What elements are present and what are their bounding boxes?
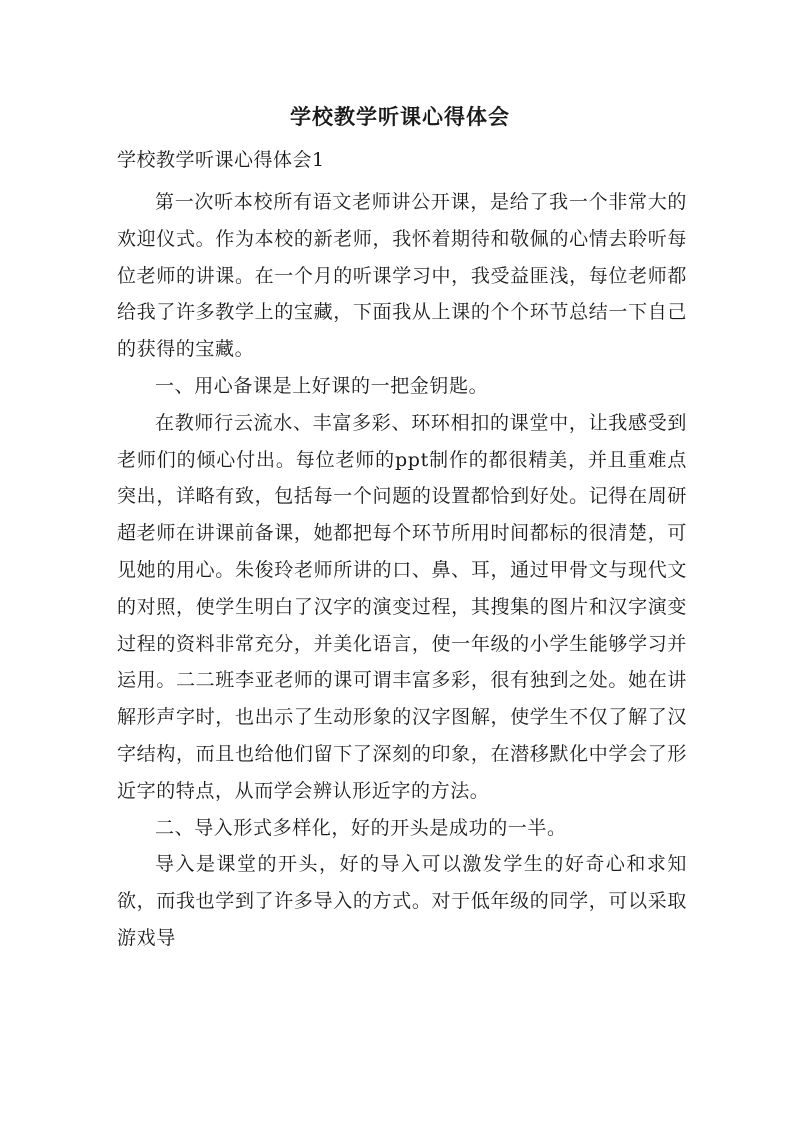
paragraph: 导入是课堂的开头，好的导入可以激发学生的好奇心和求知欲，而我也学到了许多导入的方式。对于低年级的同学，可以采取游戏导 [117, 853, 687, 949]
document-body [117, 184, 687, 957]
paragraph: 第一次听本校所有语文老师讲公开课，是给了我一个非常大的欢迎仪式。作为本校的新老师，我怀着期待和敬佩的心情去聆听每位老师的讲课。在一个月的听课学习中，我受益匪浅，每位老师都给我了许多教学上的宝藏，下面我从上课的个个环节总结一下自己的获得的宝藏。 [117, 191, 687, 361]
document-title: 学校教学听课心得体会 [290, 104, 510, 129]
section-heading: 二、导入形式多样化，好的开头是成功的一半。 [155, 816, 567, 839]
section-heading: 一、用心备课是上好课的一把金钥匙。 [155, 374, 489, 397]
document-subtitle: 学校教学听课心得体会1 [117, 149, 325, 171]
paragraph: 在教师行云流水、丰富多彩、环环相扣的课堂中，让我感受到老师们的倾心付出。每位老师的ppt制作的都很精美，并且重难点突出，详略有致，包括每一个问题的设置都恰到好处。记得在周研超老师在讲课前备课，她都把每个环节所用时间都标的很清楚，可见她的用心。朱俊玲老师所讲的口、鼻、耳，通过甲骨文与现代文的对照，使学生明白了汉字的演变过程，其搜集的图片和汉字演变过程的资料非常充分，并美化语言，使一年级的小学生能够学习并运用。二二班李亚老师的课可谓丰富多彩，很有独到之处。她在讲解形声字时，也出示了生动形象的汉字图解，使学生不仅了解了汉字结构，而且也给他们留下了深刻的印象，在潜移默化中学会了形近字的特点，从而学会辨认形近字的方法。 [117, 411, 687, 802]
